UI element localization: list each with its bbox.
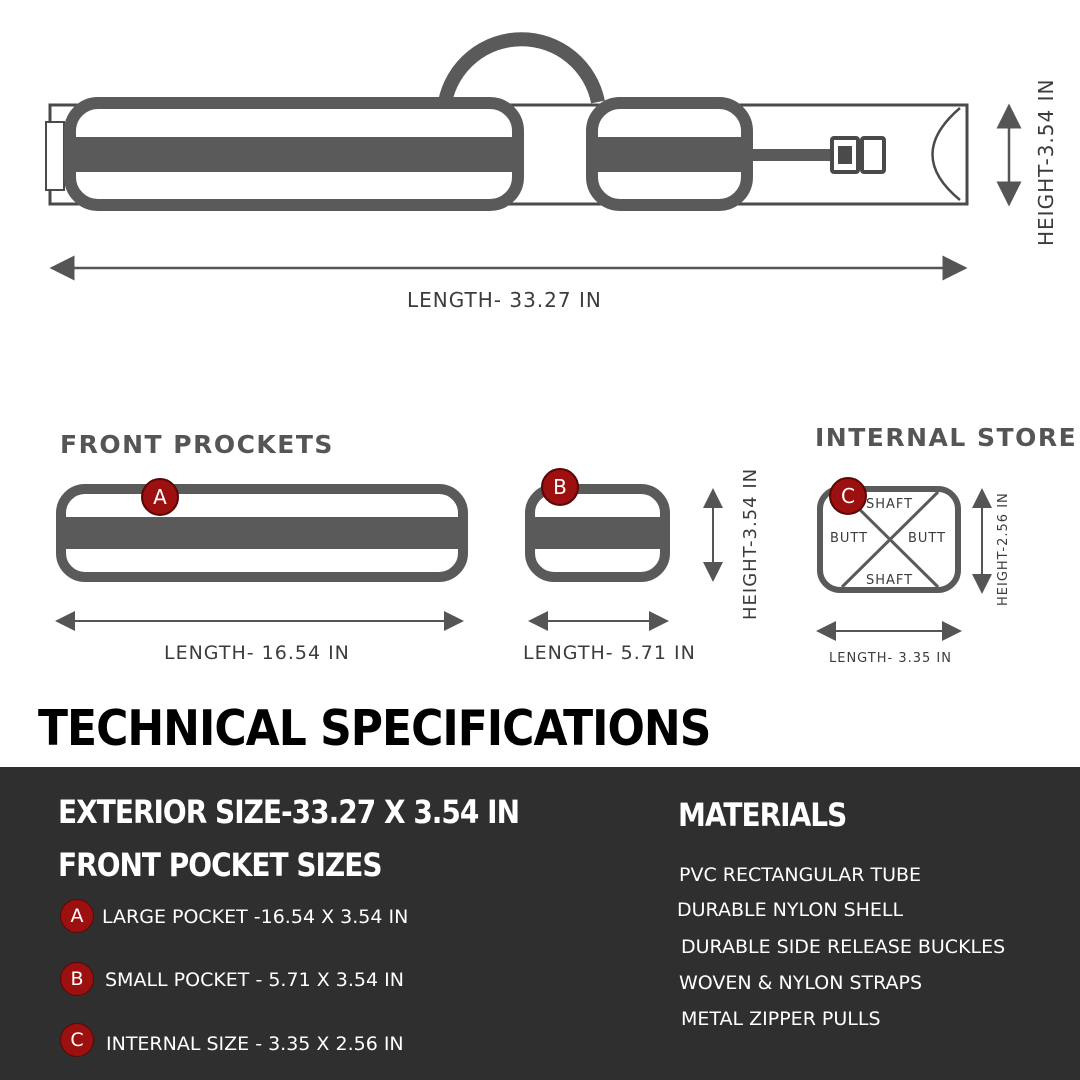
- pocket-size-item: LARGE POCKET -16.54 X 3.54 IN: [102, 906, 409, 928]
- pocket-b-length-label: LENGTH- 5.71 IN: [523, 642, 696, 664]
- pocket-a-drawing: [61, 489, 463, 577]
- compartment-left-label: BUTT: [830, 531, 869, 546]
- compartment-top-label: SHAFT: [866, 497, 914, 512]
- pocket-a-length-label: LENGTH- 16.54 IN: [164, 642, 350, 664]
- carry-handle: [445, 39, 598, 102]
- pocket-sizes-heading: FRONT POCKET SIZES: [58, 846, 382, 884]
- specifications-panel: [0, 767, 1080, 1080]
- compartment-right-label: BUTT: [908, 531, 947, 546]
- cue-case-drawing: [46, 39, 967, 205]
- pocket-size-badge: A: [60, 899, 94, 933]
- material-item: DURABLE SIDE RELEASE BUCKLES: [681, 936, 1006, 958]
- side-strap: [747, 149, 837, 161]
- material-item: DURABLE NYLON SHELL: [677, 899, 904, 921]
- material-item: PVC RECTANGULAR TUBE: [679, 864, 922, 886]
- pocket-a-badge: A: [141, 478, 179, 516]
- internal-height-label: HEIGHT-2.56 IN: [996, 492, 1011, 606]
- front-pockets-heading: FRONT PROCKETS: [60, 430, 334, 459]
- material-item: METAL ZIPPER PULLS: [681, 1008, 881, 1030]
- technical-specifications-title: TECHNICAL SPECIFICATIONS: [38, 700, 711, 758]
- small-pocket-strap: [598, 137, 741, 172]
- internal-store-badge: C: [829, 477, 867, 515]
- material-item: WOVEN & NYLON STRAPS: [679, 972, 923, 994]
- main-height-label: HEIGHT-3.54 IN: [1034, 78, 1058, 246]
- pocket-size-badge: B: [60, 962, 94, 996]
- compartment-bottom-label: SHAFT: [866, 573, 914, 588]
- pocket-b-height-label: HEIGHT-3.54 IN: [740, 467, 761, 620]
- main-length-label: LENGTH- 33.27 IN: [407, 288, 602, 312]
- exterior-size: EXTERIOR SIZE-33.27 X 3.54 IN: [58, 793, 519, 831]
- pocket-b-badge: B: [541, 468, 579, 506]
- case-end-cap: [46, 122, 64, 190]
- internal-length-label: LENGTH- 3.35 IN: [829, 651, 952, 666]
- buckle-right: [862, 138, 884, 172]
- pocket-size-badge: C: [60, 1023, 94, 1057]
- materials-heading: MATERIALS: [678, 796, 847, 834]
- large-pocket-strap: [76, 137, 512, 172]
- internal-store-heading: INTERNAL STORE: [815, 423, 1078, 452]
- pocket-size-item: INTERNAL SIZE - 3.35 X 2.56 IN: [106, 1033, 404, 1055]
- pocket-size-item: SMALL POCKET - 5.71 X 3.54 IN: [105, 969, 404, 991]
